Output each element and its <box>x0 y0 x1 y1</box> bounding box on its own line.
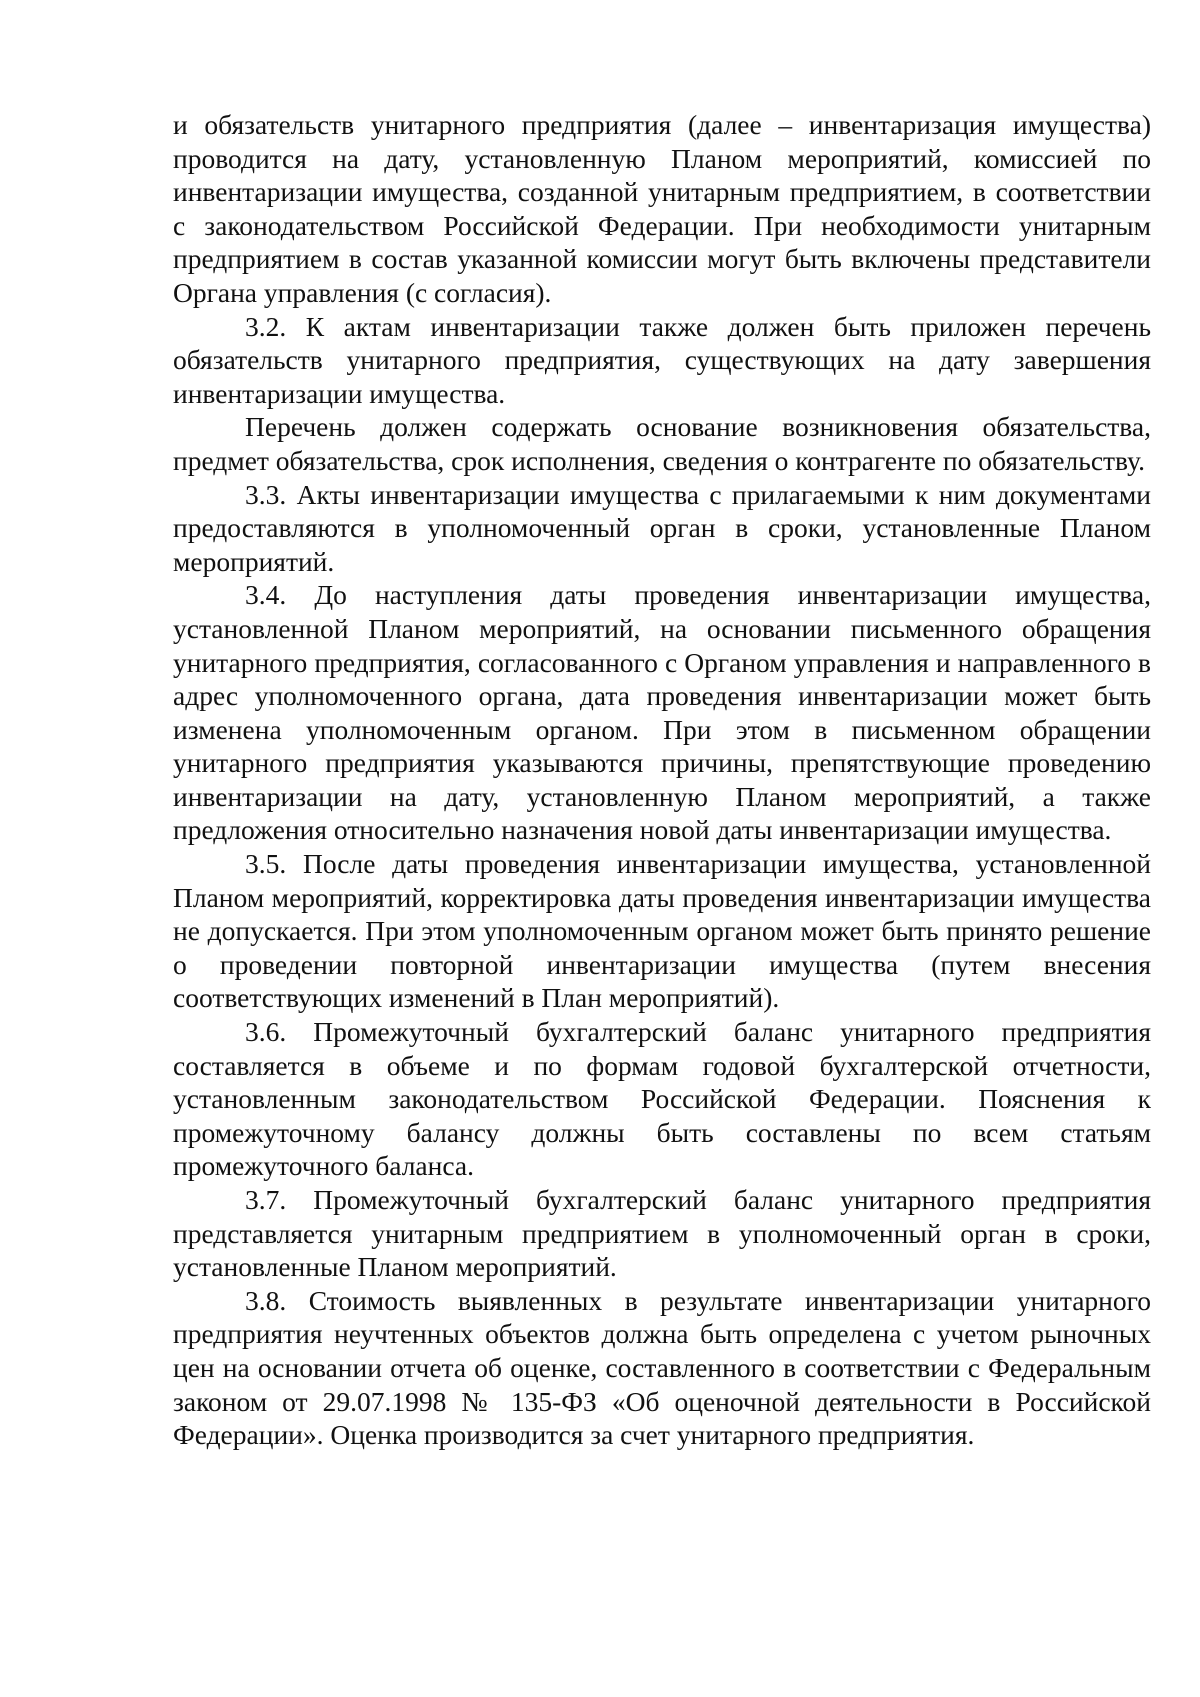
paragraph-text: Перечень должен содержать основание возникновения обязательства, предмет обязательства, срок исполнения, сведения о контрагенте по обязательству. <box>173 411 1151 476</box>
paragraph-3-8 <box>173 1284 1151 1452</box>
paragraph-3-4 <box>173 578 1151 847</box>
paragraph-3-2-list <box>173 410 1151 477</box>
paragraph-text: К актам инвентаризации также должен быть приложен перечень обязательств унитарного предприятия, существующих на дату завершения инвентаризации имущества. <box>173 310 1151 409</box>
paragraph-text: Стоимость выявленных в результате инвентаризации унитарного предприятия неучтенных объектов должна быть определена с учетом рыночных цен на основании отчета об оценке, составленного в соответствии с Федеральным законом от 29.07.1998 № 135-ФЗ «Об оценочной деятельности в Российской Федерации». Оценка производится за счет унитарного предприятия. <box>173 1284 1151 1451</box>
paragraph-3-5 <box>173 847 1151 1015</box>
paragraph-number: 3.3. <box>245 478 287 510</box>
paragraph-number: 3.2. <box>245 310 287 342</box>
paragraph-3-3 <box>173 478 1151 579</box>
paragraph-number: 3.7. <box>245 1184 287 1215</box>
document-page <box>173 108 1151 1452</box>
paragraph-text: Промежуточный бухгалтерский баланс унитарного предприятия представляется унитарным предприятием в уполномоченный орган в сроки, установленные Планом мероприятий. <box>173 1184 1152 1283</box>
paragraph-text: До наступления даты проведения инвентаризации имущества, установленной Планом мероприятий, на основании письменного обращения унитарного предприятия, согласованного с Органом управления и направленного в адрес уполномоченного органа, дата проведения инвентаризации может быть изменена уполномоченным органом. При этом в письменном обращении унитарного предприятия указываются причины, препятствующие проведению инвентаризации на дату, установленную Планом мероприятий, а также предложения относительно назначения новой даты инвентаризации имущества. <box>173 579 1152 846</box>
paragraph-number: 3.4. <box>245 579 287 611</box>
paragraph-text: Акты инвентаризации имущества с прилагаемыми к ним документами предоставляются в уполномоченный орган в сроки, установленные Планом мероприятий. <box>173 478 1152 577</box>
paragraph-3-2 <box>173 310 1151 411</box>
paragraph-text: Промежуточный бухгалтерский баланс унитарного предприятия составляется в объеме и по формам годовой бухгалтерской отчетности, установленным законодательством Российской Федерации. Пояснения к промежуточному балансу должны быть составлены по всем статьям промежуточного баланса. <box>173 1016 1152 1182</box>
paragraph-3-7 <box>173 1183 1151 1284</box>
paragraph-number: 3.8. <box>245 1284 287 1316</box>
paragraph-text: и обязательств унитарного предприятия (далее – инвентаризация имущества) проводится на дату, установленную Планом мероприятий, комиссией по инвентаризации имущества, созданной унитарным предприятием, в соответствии с законодательством Российской Федерации. При необходимости унитарным предприятием в состав указанной комиссии могут быть включены представители Органа управления (с согласия). <box>173 109 1151 308</box>
paragraph-number: 3.5. <box>245 848 287 880</box>
paragraph-number: 3.6. <box>245 1016 287 1048</box>
paragraph-3-1-continuation <box>173 108 1151 310</box>
paragraph-text: После даты проведения инвентаризации имущества, установленной Планом мероприятий, корректировка даты проведения инвентаризации имущества не допускается. При этом уполномоченным органом может быть принято решение о проведении повторной инвентаризации имущества (путем внесения соответствующих изменений в План мероприятий). <box>173 848 1152 1014</box>
paragraph-3-6 <box>173 1015 1151 1183</box>
